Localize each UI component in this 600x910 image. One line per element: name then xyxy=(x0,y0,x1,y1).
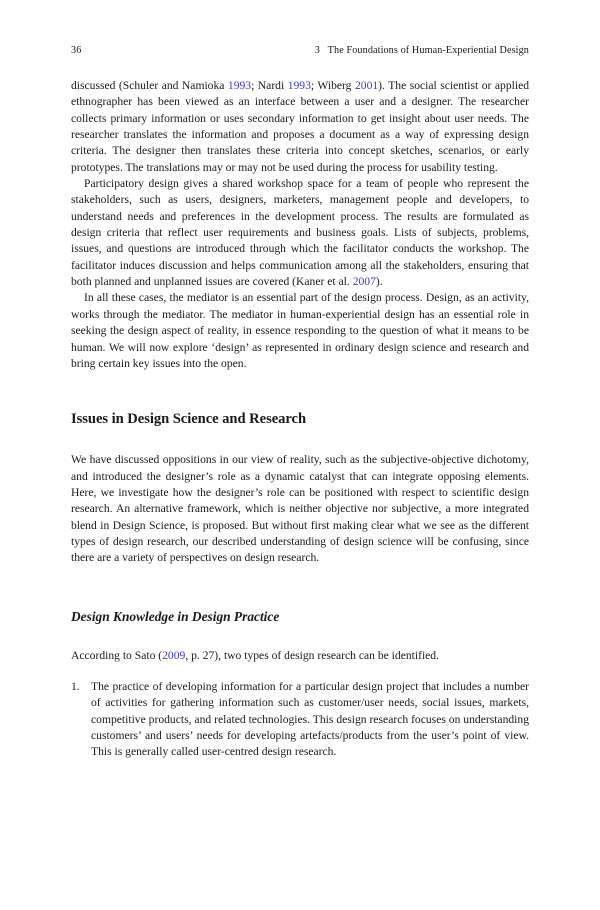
chapter-running-title: 3 The Foundations of Human-Experiential Design xyxy=(314,45,529,56)
paragraph-1-part-2: ; Nardi xyxy=(251,79,288,92)
citation-year-nardi[interactable]: 1993 xyxy=(287,79,311,92)
paragraph-1-part-1: discussed (Schuler and Namioka xyxy=(71,79,228,92)
paragraph-5-part-1: According to Sato ( xyxy=(71,648,163,662)
paragraph-1-part-4: ). The social scientist or applied ethnographer has been viewed as an interface between a user and a designer. The researcher collects primary information or uses secondary information to get insight about user needs. The researcher translates the information and proposes a document as a way of expressing design criteria. The designer then translates these criteria into concept sketches, scenarios, or early prototypes. The translations may or may not be used during the process for usability testing. xyxy=(71,79,530,174)
paragraph-5 xyxy=(71,648,529,664)
paragraph-2 xyxy=(71,176,529,290)
running-head xyxy=(71,44,529,57)
section-heading: Issues in Design Science and Research xyxy=(71,411,307,428)
paragraph-2-part-1: Participatory design gives a shared workshop space for a team of people who represent the stakeholders, such as users, designers, marketers, management people and developers, to understand needs and preferences in the development process. The results are formulated as design criteria that reflect user requirements and business goals. Lists of subjects, problems, issues, and questions are introduced through which the facilitator conducts the workshop. The facilitator induces discussion and helps communication among all the stakeholders, ensuring that both planned and unplanned issues are covered (Kaner et al. xyxy=(71,177,529,289)
citation-year-sato[interactable]: 2009 xyxy=(162,648,186,662)
citation-year-kaner[interactable]: 2007 xyxy=(352,275,376,289)
page-number: 36 xyxy=(71,45,82,56)
paragraph-2-part-2: ). xyxy=(375,275,383,289)
paragraph-3: In all these cases, the mediator is an essential part of the design process. Design, as an activity, works through the mediator. The mediator in human-experiential design has an essential role in seeking the design aspect of reality, in essence responding to the question of what it means to be human. We will now explore ‘design’ as represented in ordinary design science and research and bring certain key issues into the open. xyxy=(71,291,529,370)
list-item-text: The practice of developing information for a particular design project that includes a number of activities for gathering information such as customer/user needs, social issues, markets, competitive products, and related technologies. This design research focuses on understanding customers’ and users’ needs for developing artefacts/products from the user’s point of view. This is generally called user-centred design research. xyxy=(91,679,529,759)
citation-year-wiberg[interactable]: 2001 xyxy=(354,79,379,92)
citation-year-schuler-namioka[interactable]: 1993 xyxy=(227,79,252,92)
list-item-marker: 1. xyxy=(71,679,80,693)
page-content xyxy=(71,44,529,761)
sub-heading-wrapper xyxy=(71,608,529,626)
sub-heading: Design Knowledge in Design Practice xyxy=(71,608,280,624)
paragraph-1 xyxy=(71,78,529,176)
paragraph-5-part-2: , p. 27), two types of design research can be identified. xyxy=(185,648,440,662)
list-item xyxy=(71,679,529,761)
paragraph-4: We have discussed oppositions in our view of reality, such as the subjective-objective dichotomy, and introduced the designer’s role as a dynamic catalyst that can integrate opposing elements. Here, we investigate how the designer’s role can be positioned with respect to scientific design research. An alternative framework, which is neither objective nor subjective, a more integrated blend in Design Science, is proposed. But without first making clear what we see as the different types of design research, our described understanding of design science will be confusing, since there are a variety of perspectives on design research. xyxy=(71,453,529,565)
paragraph-1-part-3: ; Wiberg xyxy=(310,79,355,92)
body-text xyxy=(71,78,529,761)
numbered-list xyxy=(71,679,529,761)
section-heading-wrapper xyxy=(71,410,529,429)
